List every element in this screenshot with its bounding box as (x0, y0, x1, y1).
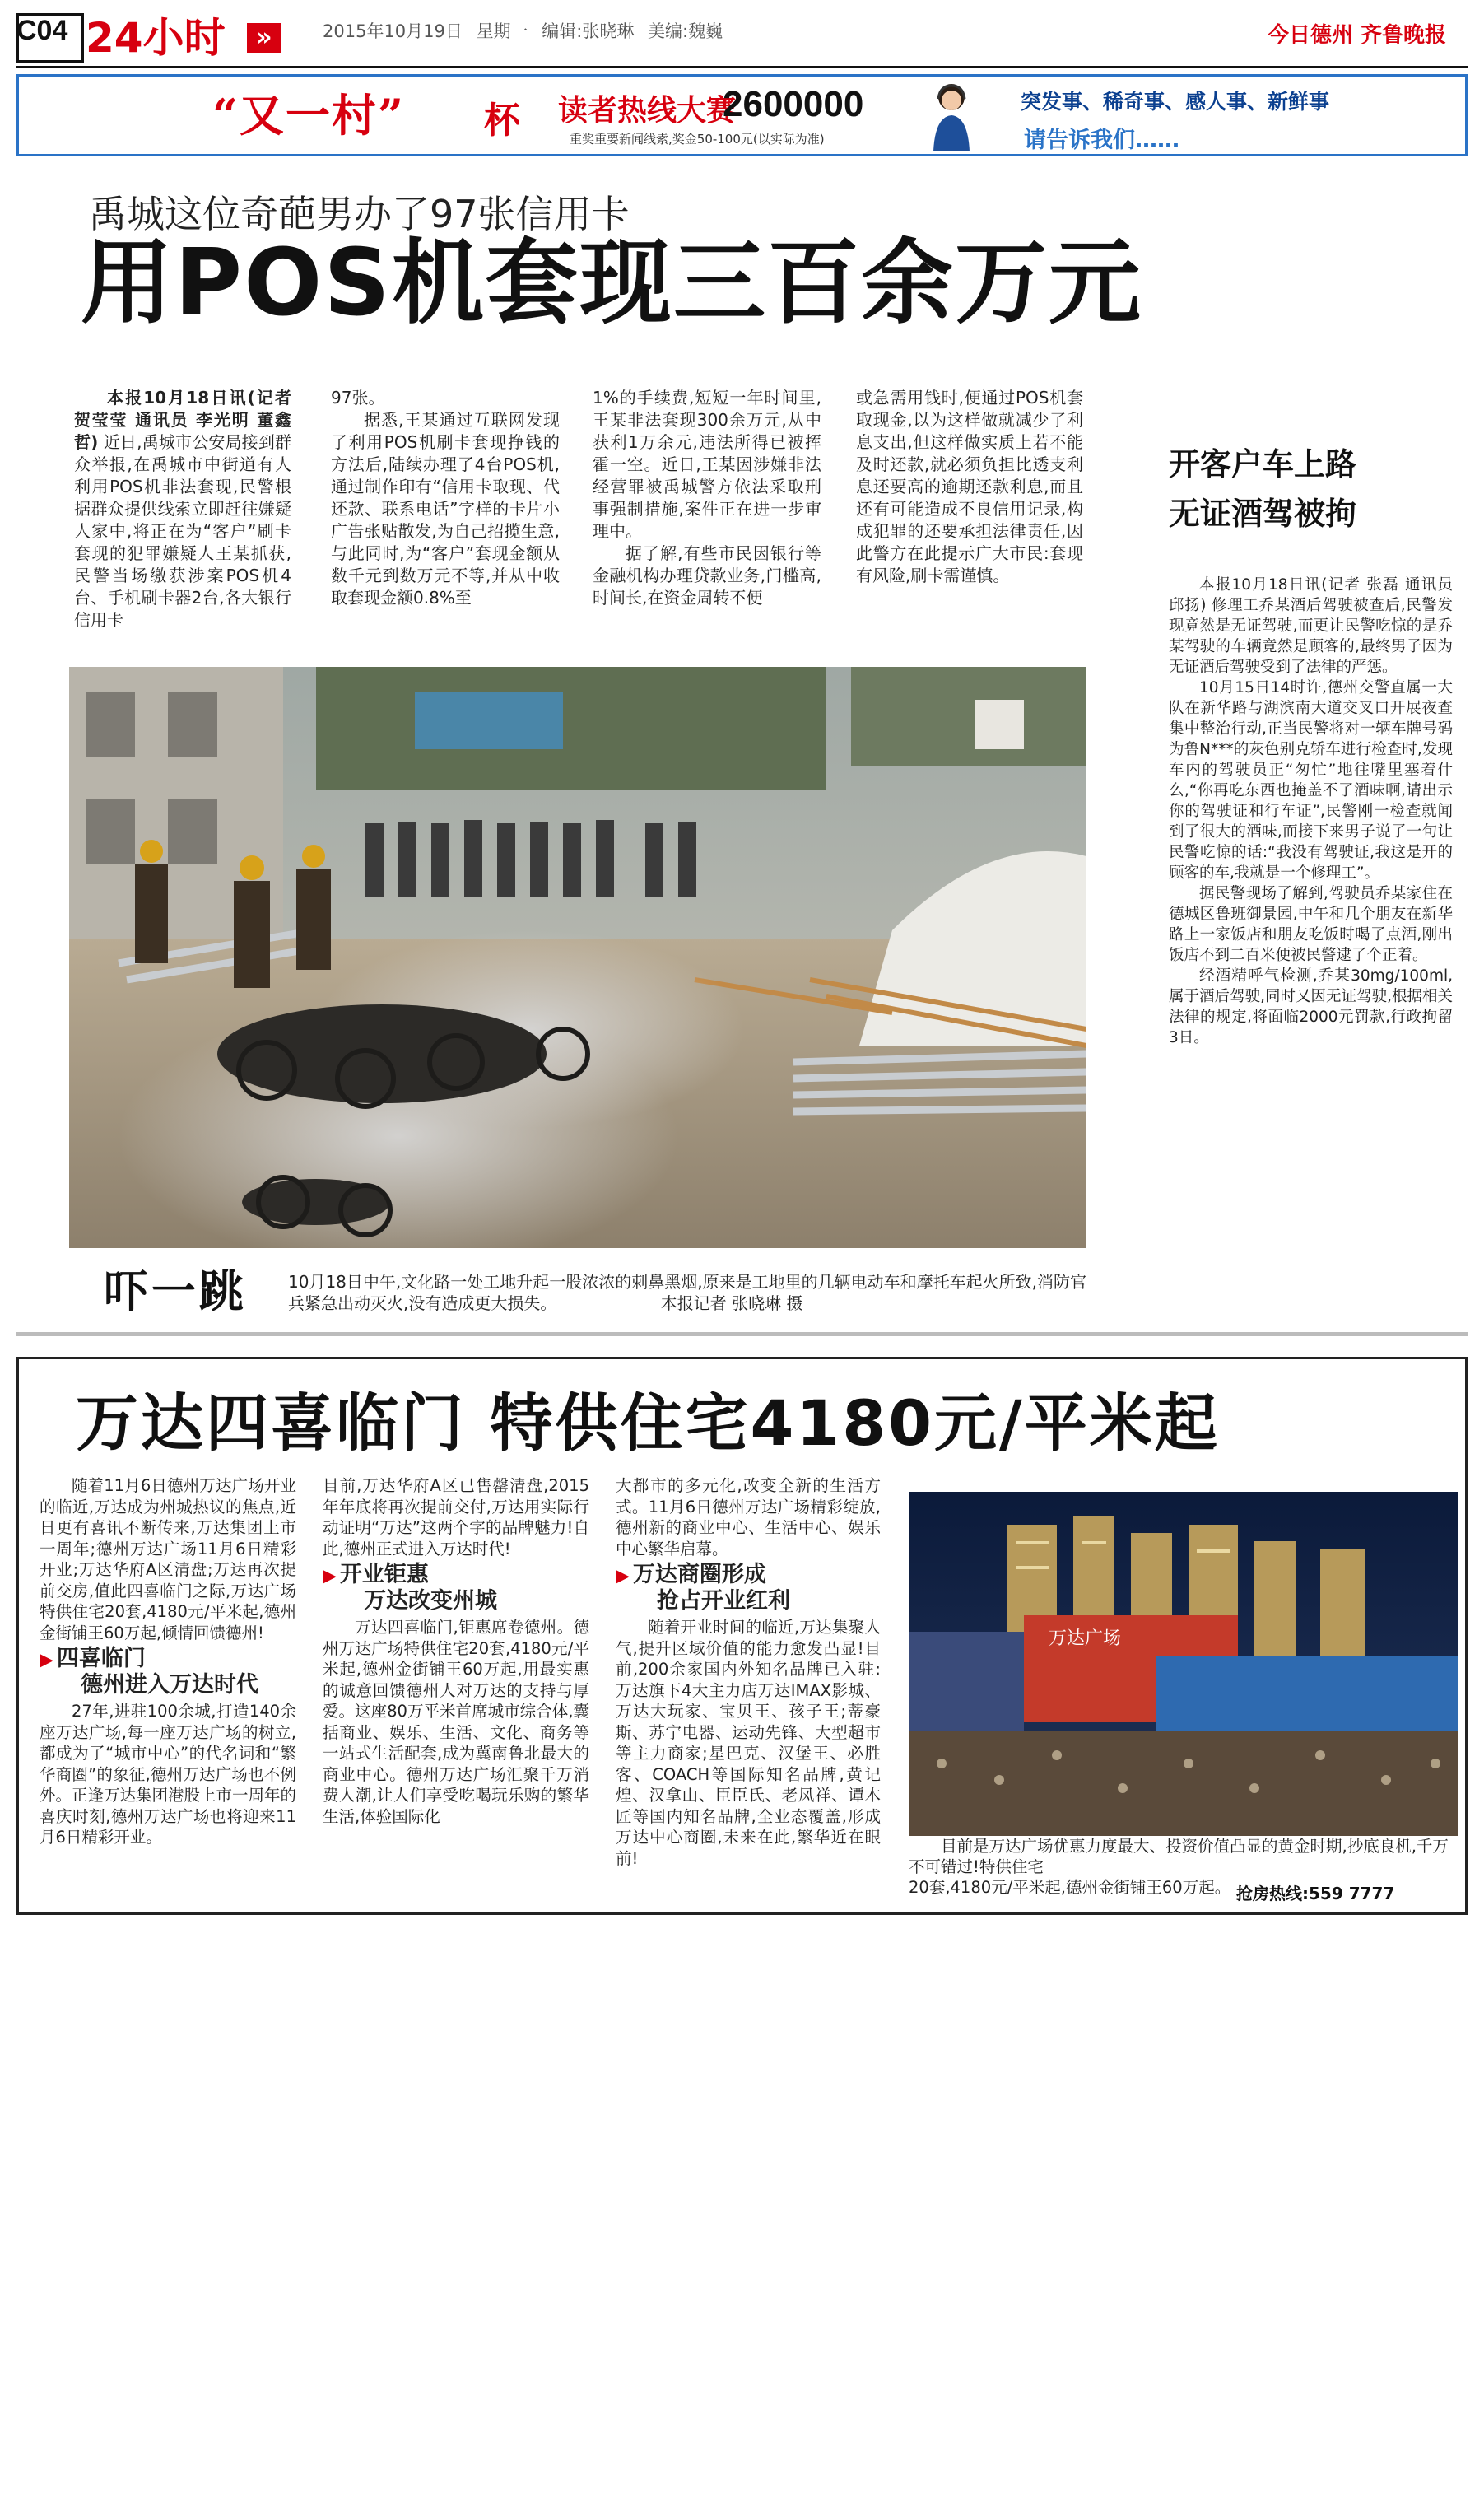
sidebar-paragraph: 本报10月18日讯(记者 张磊 通讯员 邱扬) 修理工乔某酒后驾驶被查后,民警发现竟然是无证驾驶,而更让民警吃惊的是乔某驾驶的车辆竟然是顾客的,最终男子因为无证酒后驾驶受到了法律的严惩。 (1169, 576, 1453, 676)
wanda-plaza-photo (909, 1492, 1458, 1836)
story-column-2 (331, 387, 560, 609)
sidebar-title-line-2: 无证酒驾被拘 (1169, 496, 1357, 532)
ad-subhead-line-1: 四喜临门 (56, 1646, 146, 1671)
story-col3-text: 1%的手续费,短短一年时间里,王某非法套现300余万元,从中获利1万余元,违法所得已被挥霍一空。近日,王某因涉嫌非法经营罪被禹城警方依法采取刑事强制措施,案件正在进一步审理中。 (593, 388, 821, 541)
section-name: 24小时 (86, 14, 226, 62)
hotline: 抢房热线:559 7777 (1236, 1884, 1395, 1903)
banner-title: “又一村” (212, 89, 406, 142)
newspaper-brand: 今日德州 齐鲁晚报 (1268, 23, 1447, 48)
ad-paragraph: 大都市的多元化,改变全新的生活方式。11月6日德州万达广场精彩绽放,德州新的商业中心、生活中心、娱乐中心繁华启幕。 (616, 1476, 881, 1558)
ad-subhead (40, 1647, 296, 1698)
ad-paragraph: 随着11月6日德州万达广场开业的临近,万达成为州城热议的焦点,近日更有喜讯不断传来,万达集团上市一周年;德州万达广场11月6日精彩开业;万达华府A区清盘;万达再次提前交房,值此四喜临门之际,万达广场特供住宅20套,4180元/平米起,德州金街铺王60万起,倾情回馈德州! (40, 1476, 296, 1642)
editor: 编辑:张晓琳 (542, 21, 635, 41)
photo-credit: 本报记者 张晓琳 摄 (660, 1293, 803, 1313)
section-divider (16, 1332, 1468, 1336)
ad-column-2 (323, 1475, 589, 1827)
sidebar-body (1169, 575, 1453, 1048)
sidebar-paragraph: 经酒精呼气检测,乔某30mg/100ml,属于酒后驾驶,同时又因无证驾驶,根据相关法律的规定,将面临2000元罚款,行政拘留3日。 (1169, 967, 1453, 1046)
section-arrow-icon: » (247, 23, 281, 53)
triangle-icon: ▶ (323, 1566, 337, 1586)
ad-subhead-line-1: 开业钜惠 (339, 1562, 429, 1587)
ad-subhead-line-2: 德州进入万达时代 (81, 1672, 258, 1698)
story-kicker: 禹城这位奇葩男办了97张信用卡 (89, 192, 630, 236)
page-code: C04 (16, 15, 68, 46)
issue-meta (323, 18, 723, 43)
ad-subhead-line-2: 抢占开业红利 (657, 1588, 790, 1614)
story-column-4 (856, 387, 1083, 587)
banner-tell: 请告诉我们…… (1024, 128, 1179, 153)
issue-weekday: 星期一 (476, 21, 528, 41)
ad-subhead (323, 1563, 589, 1614)
photo-caption (288, 1271, 1095, 1314)
sidebar-title (1169, 440, 1356, 538)
operator-icon (928, 79, 975, 151)
triangle-icon: ▶ (40, 1650, 53, 1670)
photo-caption-text: 10月18日中午,文化路一处工地升起一股浓浓的刺鼻黑烟,原来是工地里的几辆电动车和摩托车起火所致,消防官兵紧急出动灭火,没有造成更大损失。 (288, 1272, 1086, 1313)
banner-fine-print: 重奖重要新闻线索,奖金50-100元(以实际为准) (570, 132, 825, 147)
story-column-1 (74, 387, 291, 631)
banner-number: 2600000 (723, 84, 864, 124)
ad-headline: 万达四喜临门 特供住宅4180元/平米起 (76, 1386, 1220, 1460)
photo-label: 吓一跳 (104, 1265, 247, 1317)
story-headline: 用POS机套现三百余万元 (81, 230, 1142, 337)
ad-caption-line-b: 20套,4180元/平米起,德州金街铺王60万起。 (909, 1878, 1231, 1897)
story-col4-text: 或急需用钱时,便通过POS机套取现金,以为这样做就减少了利息支出,但这样做实质上若不能及时还款,就必须负担比透支利息还要高的逾期还款利息,而且还有可能造成不良信用记录,构成犯罪的还要承担法律责任,因此警方在此提示广大市民:套现有风险,刷卡需谨慎。 (856, 388, 1083, 585)
ad-subhead-line-2: 万达改变州城 (364, 1588, 497, 1614)
banner-cup: 杯 (484, 100, 520, 142)
ad-subhead (616, 1563, 881, 1614)
sidebar-paragraph: 据民警现场了解到,驾驶员乔某家住在德城区鲁班御景园,中午和几个朋友在新华路上一家饭店和朋友吃饭时喝了点酒,刚出饭店不到二百米便被民警逮了个正着。 (1169, 885, 1453, 964)
story-col2-start: 97张。 (331, 388, 385, 408)
story-column-3 (593, 387, 821, 609)
banner-tags: 突发事、稀奇事、感人事、新鲜事 (1021, 90, 1330, 114)
story-col2-text: 据悉,王某通过互联网发现了利用POS机刷卡套现挣钱的方法后,陆续办理了4台POS机,通过制作印有“信用卡取现、代还款、联系电话”字样的卡片小广告张贴散发,为自己招揽生意,与此同时,为“客户”套现金额从数千元到数万元不等,并从中收取套现金额0.8%至 (331, 410, 560, 608)
banner-contest: 读者热线大赛 (558, 94, 737, 128)
ad-caption-line-a: 目前是万达广场优惠力度最大、投资价值凸显的黄金时期,抄底良机,千万不可错过!特供住宅 (909, 1837, 1449, 1876)
ad-paragraph: 万达四喜临门,钜惠席卷德州。德州万达广场特供住宅20套,4180元/平米起,德州金街铺王60万起,用最实惠的诚意回馈德州人对万达的支持与厚爱。这座80万平米首席城市综合体,囊括商业、娱乐、生活、文化、商务等一站式生活配套,成为冀南鲁北最大的商业中心。德州万达广场汇聚千万消费人潮,让人们享受吃喝玩乐购的繁华生活,体验国际化 (323, 1618, 589, 1826)
sidebar-title-line-1: 开客户车上路 (1169, 446, 1357, 482)
ad-paragraph: 目前,万达华府A区已售罄清盘,2015年年底将再次提前交付,万达用实际行动证明“万达”这两个字的品牌魅力!自此,德州正式进入万达时代! (323, 1476, 589, 1558)
fire-scene-photo (69, 667, 1086, 1248)
plaza-sign: 万达广场 (1049, 1628, 1122, 1649)
ad-column-1 (40, 1475, 296, 1848)
issue-date: 2015年10月19日 (323, 21, 463, 41)
story-byline: 本报10月18日讯(记者 贺莹莹 通讯员 李光明 董鑫哲) (74, 388, 291, 452)
triangle-icon: ▶ (616, 1566, 630, 1586)
art-editor: 美编:魏巍 (648, 21, 723, 41)
story-col3-text-b: 据了解,有些市民因银行等金融机构办理贷款业务,门槛高,时间长,在资金周转不便 (593, 543, 821, 608)
ad-subhead-line-1: 万达商圈形成 (632, 1562, 766, 1587)
header-rule (16, 66, 1468, 68)
ad-column-3 (616, 1475, 881, 1869)
ad-paragraph: 27年,进驻100余城,打造140余座万达广场,每一座万达广场的树立,都成为了“城市中心”的代名词和“繁华商圈”的象征,德州万达广场也不例外。正逢万达集团港股上市一周年的喜庆时刻,德州万达广场也将迎来11月6日精彩开业。 (40, 1702, 297, 1847)
ad-paragraph: 随着开业时间的临近,万达集聚人气,提升区域价值的能力愈发凸显!目前,200余家国内外知名品牌已入驻:万达旗下4大主力店万达IMAX影城、万达大玩家、宝贝王、孩子王;蒂豪斯、苏宁电器、运动先锋、大型超市等主力商家;星巴克、汉堡王、必胜客、COACH等国际知名品牌,黄记煌、汉拿山、臣臣氏、老凤祥、谭木匠等国内知名品牌,全业态覆盖,形成万达中心商圈,未来在此,繁华近在眼前! (616, 1618, 881, 1868)
sidebar-paragraph: 10月15日14时许,德州交警直属一大队在新华路与湖滨南大道交叉口开展夜查集中整治行动,正当民警将对一辆车牌号码为鲁N***的灰色别克轿车进行检查时,发现车内的驾驶员正“匆忙”地往嘴里塞着什么,“你再吃东西也掩盖不了酒味啊,请出示你的驾驶证和行车证”,民警刚一检查就闻到了很大的酒味,而接下来男子说了一句让民警吃惊的话:“我没有驾驶证,我这是开的顾客的车,我就是一个修理工”。 (1169, 679, 1453, 882)
story-col1-text: 近日,禹城市公安局接到群众举报,在禹城市中街道有人利用POS机非法套现,民警根据群众提供线索立即赶往嫌疑人家中,将正在为“客户”刷卡套现的犯罪嫌疑人王某抓获,民警当场缴获涉案POS机4台、手机刷卡器2台,各大银行信用卡 (74, 432, 292, 630)
